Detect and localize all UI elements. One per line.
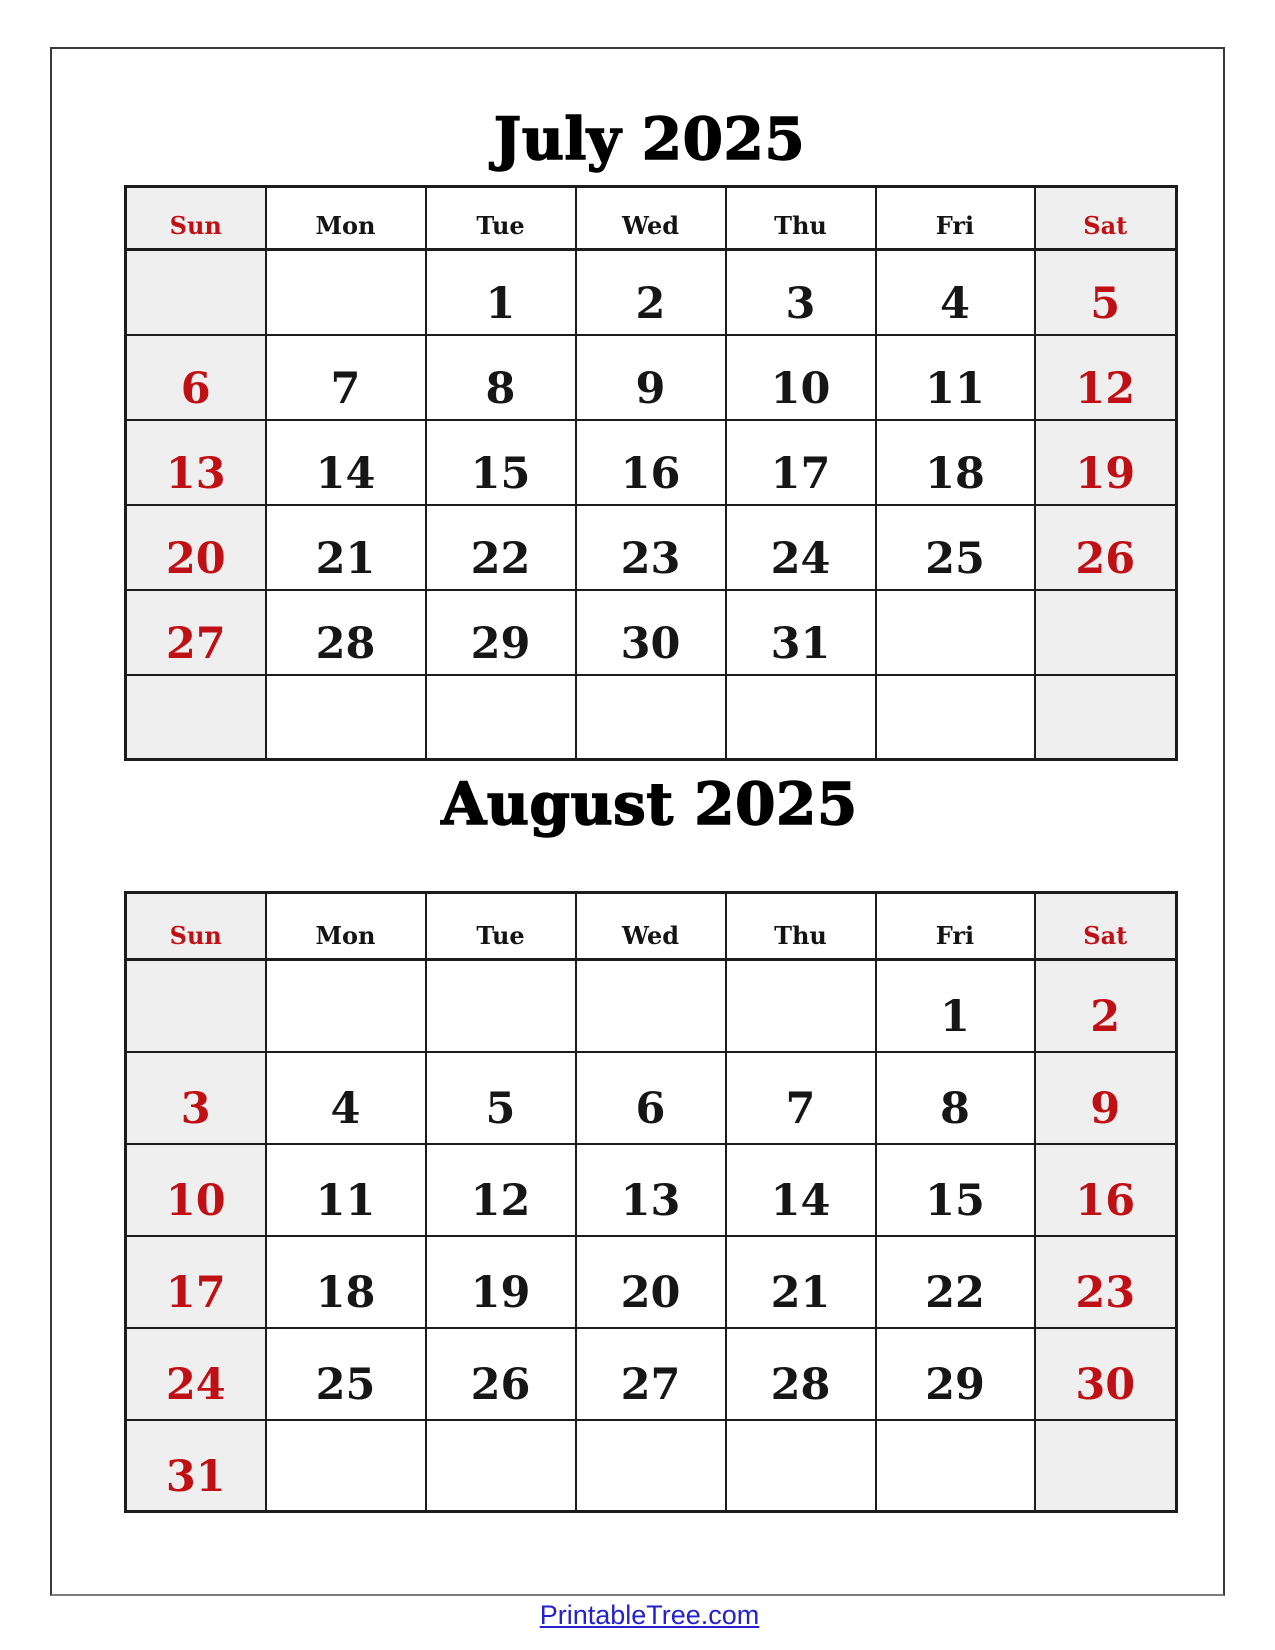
day-cell-21: 21 [726, 1236, 876, 1328]
day-cell-24: 24 [126, 1328, 266, 1420]
week-row [126, 250, 1177, 335]
week-row [126, 590, 1177, 675]
day-cell-5: 5 [426, 1052, 576, 1144]
weekday-header-sun: Sun [126, 893, 266, 960]
empty-day-cell [726, 1420, 876, 1512]
week-row [126, 1144, 1177, 1236]
weekday-header-fri: Fri [876, 187, 1035, 250]
weekday-header-tue: Tue [426, 893, 576, 960]
day-cell-7: 7 [726, 1052, 876, 1144]
weekday-header-mon: Mon [266, 187, 426, 250]
empty-day-cell [426, 675, 576, 760]
empty-day-cell [426, 1420, 576, 1512]
weekday-header-sat: Sat [1035, 893, 1177, 960]
day-cell-17: 17 [126, 1236, 266, 1328]
weekday-header-fri: Fri [876, 893, 1035, 960]
day-cell-16: 16 [1035, 1144, 1177, 1236]
day-cell-4: 4 [876, 250, 1035, 335]
day-cell-13: 13 [126, 420, 266, 505]
week-row [126, 1420, 1177, 1512]
day-cell-27: 27 [126, 590, 266, 675]
july-calendar-table [124, 185, 1178, 761]
empty-day-cell [876, 1420, 1035, 1512]
empty-day-cell [726, 675, 876, 760]
empty-day-cell [426, 960, 576, 1052]
day-cell-20: 20 [576, 1236, 726, 1328]
day-cell-18: 18 [876, 420, 1035, 505]
day-cell-2: 2 [576, 250, 726, 335]
day-cell-2: 2 [1035, 960, 1177, 1052]
day-cell-28: 28 [266, 590, 426, 675]
day-cell-24: 24 [726, 505, 876, 590]
day-cell-21: 21 [266, 505, 426, 590]
empty-day-cell [576, 1420, 726, 1512]
weekday-header-mon: Mon [266, 893, 426, 960]
day-cell-26: 26 [1035, 505, 1177, 590]
day-cell-29: 29 [426, 590, 576, 675]
week-row [126, 1052, 1177, 1144]
day-cell-16: 16 [576, 420, 726, 505]
empty-day-cell [126, 960, 266, 1052]
day-cell-10: 10 [726, 335, 876, 420]
day-cell-22: 22 [426, 505, 576, 590]
week-row [126, 960, 1177, 1052]
day-cell-8: 8 [426, 335, 576, 420]
day-cell-8: 8 [876, 1052, 1035, 1144]
day-cell-30: 30 [576, 590, 726, 675]
day-cell-1: 1 [426, 250, 576, 335]
weekday-header-row [126, 187, 1177, 250]
empty-day-cell [1035, 1420, 1177, 1512]
page-border [50, 47, 1225, 1596]
day-cell-6: 6 [576, 1052, 726, 1144]
empty-day-cell [266, 250, 426, 335]
day-cell-3: 3 [726, 250, 876, 335]
day-cell-23: 23 [1035, 1236, 1177, 1328]
day-cell-31: 31 [726, 590, 876, 675]
day-cell-7: 7 [266, 335, 426, 420]
empty-day-cell [576, 960, 726, 1052]
day-cell-26: 26 [426, 1328, 576, 1420]
week-row [126, 675, 1177, 760]
week-row [126, 1236, 1177, 1328]
empty-day-cell [266, 675, 426, 760]
august-calendar-table [124, 891, 1178, 1513]
day-cell-31: 31 [126, 1420, 266, 1512]
day-cell-29: 29 [876, 1328, 1035, 1420]
day-cell-22: 22 [876, 1236, 1035, 1328]
day-cell-20: 20 [126, 505, 266, 590]
weekday-header-tue: Tue [426, 187, 576, 250]
day-cell-10: 10 [126, 1144, 266, 1236]
empty-day-cell [266, 1420, 426, 1512]
day-cell-4: 4 [266, 1052, 426, 1144]
day-cell-27: 27 [576, 1328, 726, 1420]
day-cell-14: 14 [726, 1144, 876, 1236]
week-row [126, 505, 1177, 590]
weekday-header-sun: Sun [126, 187, 266, 250]
footer-link[interactable]: PrintableTree.com [539, 1600, 760, 1630]
empty-day-cell [576, 675, 726, 760]
day-cell-19: 19 [1035, 420, 1177, 505]
day-cell-15: 15 [876, 1144, 1035, 1236]
day-cell-12: 12 [426, 1144, 576, 1236]
day-cell-30: 30 [1035, 1328, 1177, 1420]
weekday-header-wed: Wed [576, 893, 726, 960]
day-cell-12: 12 [1035, 335, 1177, 420]
day-cell-28: 28 [726, 1328, 876, 1420]
weekday-header-wed: Wed [576, 187, 726, 250]
day-cell-1: 1 [876, 960, 1035, 1052]
week-row [126, 335, 1177, 420]
weekday-header-row [126, 893, 1177, 960]
day-cell-13: 13 [576, 1144, 726, 1236]
month-title-august: August 2025 [441, 770, 858, 838]
empty-day-cell [1035, 675, 1177, 760]
empty-day-cell [266, 960, 426, 1052]
day-cell-23: 23 [576, 505, 726, 590]
month-title-july: July 2025 [493, 105, 806, 173]
day-cell-3: 3 [126, 1052, 266, 1144]
empty-day-cell [126, 250, 266, 335]
weekday-header-thu: Thu [726, 893, 876, 960]
day-cell-15: 15 [426, 420, 576, 505]
weekday-header-thu: Thu [726, 187, 876, 250]
day-cell-25: 25 [266, 1328, 426, 1420]
day-cell-5: 5 [1035, 250, 1177, 335]
page-content [124, 49, 1175, 1594]
day-cell-25: 25 [876, 505, 1035, 590]
day-cell-11: 11 [266, 1144, 426, 1236]
day-cell-18: 18 [266, 1236, 426, 1328]
empty-day-cell [1035, 590, 1177, 675]
day-cell-11: 11 [876, 335, 1035, 420]
day-cell-9: 9 [576, 335, 726, 420]
week-row [126, 420, 1177, 505]
day-cell-19: 19 [426, 1236, 576, 1328]
weekday-header-sat: Sat [1035, 187, 1177, 250]
day-cell-6: 6 [126, 335, 266, 420]
week-row [126, 1328, 1177, 1420]
empty-day-cell [876, 675, 1035, 760]
empty-day-cell [126, 675, 266, 760]
empty-day-cell [726, 960, 876, 1052]
day-cell-14: 14 [266, 420, 426, 505]
day-cell-17: 17 [726, 420, 876, 505]
empty-day-cell [876, 590, 1035, 675]
day-cell-9: 9 [1035, 1052, 1177, 1144]
